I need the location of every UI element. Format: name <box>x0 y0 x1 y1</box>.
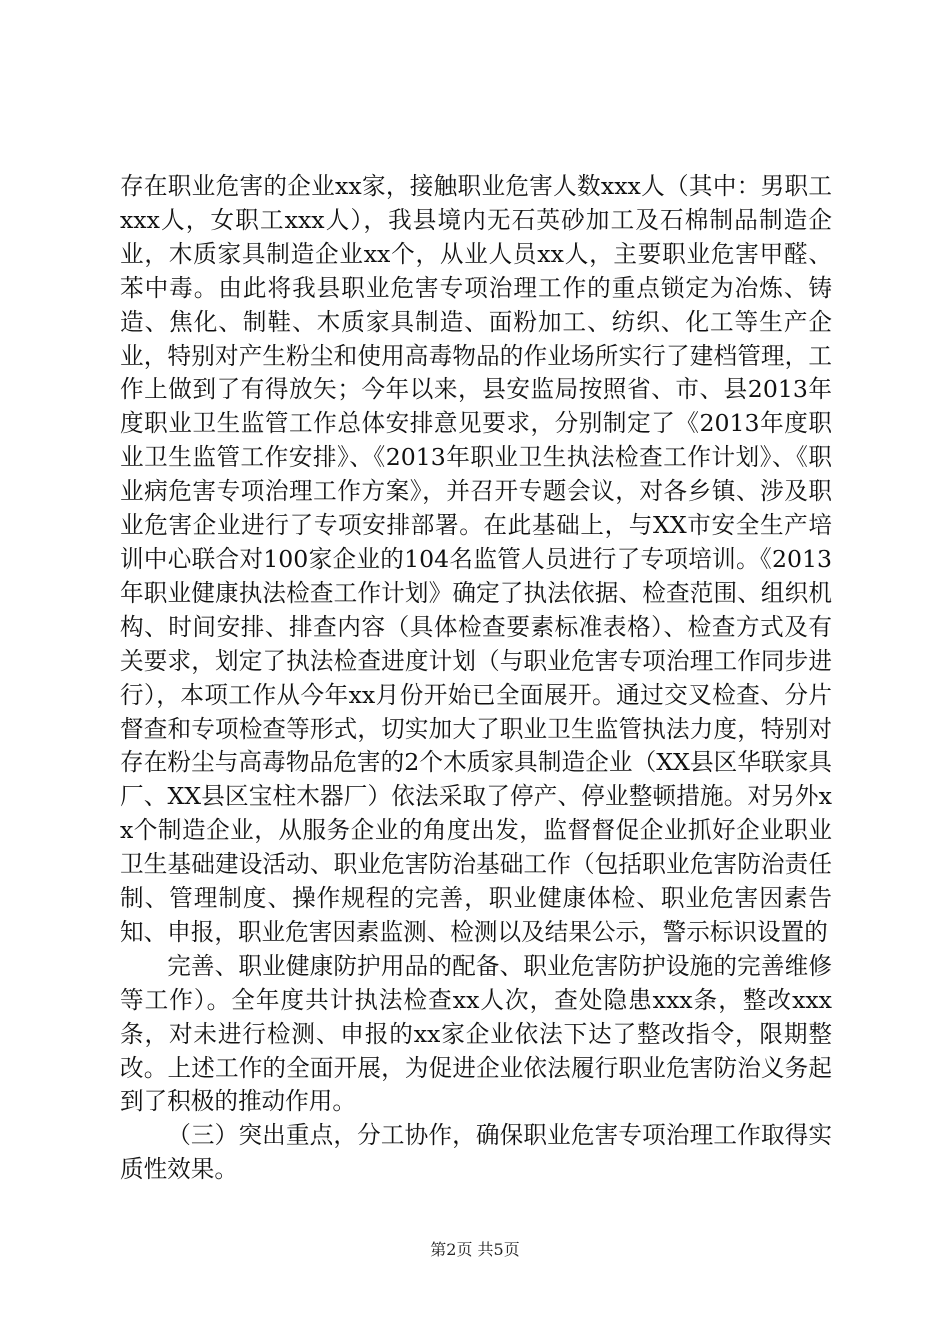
paragraph-enforcement-details: 存在职业危害的企业xx家，接触职业危害人数xxx人（其中：男职工xxx人，女职工xxx人），我县境内无石英砂加工及石棉制品制造企业，木质家具制造企业xx个，从业人员xx人，主要职业危害甲醛、苯中毒。由此将我县职业危害专项治理工作的重点锁定为冶炼、铸造、焦化、制鞋、木质家具制造、面粉加工、纺织、化工等生产企业，特别对产生粉尘和使用高毒物品的作业场所实行了建档管理，工作上做到了有得放矢；今年以来，县安监局按照省、市、县2013年度职业卫生监管工作总体安排意见要求，分别制定了《2013年度职业卫生监管工作安排》、《2013年职业卫生执法检查工作计划》、《职业病危害专项治理工作方案》，并召开专题会议，对各乡镇、涉及职业危害企业进行了专项安排部署。在此基础上，与XX市安全生产培训中心联合对100家企业的104名监管人员进行了专项培训。《2013年职业健康执法检查工作计划》确定了执法依据、检查范围、组织机构、时间安排、排查内容（具体检查要素标准表格）、检查方式及有关要求，划定了执法检查进度计划（与职业危害专项治理工作同步进行），本项工作从今年xx月份开始已全面展开。通过交叉检查、分片督查和专项检查等形式，切实加大了职业卫生监管执法力度，特别对存在粉尘与高毒物品危害的2个木质家具制造企业（XX县区华联家具厂、XX县区宝柱木器厂）依法采取了停产、停业整顿措施。对另外xx个制造企业，从服务企业的角度出发，监督督促企业抓好企业职业卫生基础建设活动、职业危害防治基础工作（包括职业危害防治责任制、管理制度、操作规程的完善，职业健康体检、职业危害因素告知、申报，职业危害因素监测、检测以及结果公示，警示标识设置的 <box>120 172 832 946</box>
paragraph-rectification-summary: 完善、职业健康防护用品的配备、职业危害防护设施的完善维修等工作）。全年度共计执法检查xx人次，查处隐患xxx条，整改xxx条，对未进行检测、申报的xx家企业依法下达了整改指令，限期整改。上述工作的全面开展，为促进企业依法履行职业危害防治义务起到了积极的推动作用。 <box>120 951 832 1116</box>
page-number-footer: 第2页 共5页 <box>430 1240 520 1259</box>
section-heading-three: （三）突出重点，分工协作，确保职业危害专项治理工作取得实质性效果。 <box>120 1121 832 1184</box>
document-body <box>120 170 832 1187</box>
